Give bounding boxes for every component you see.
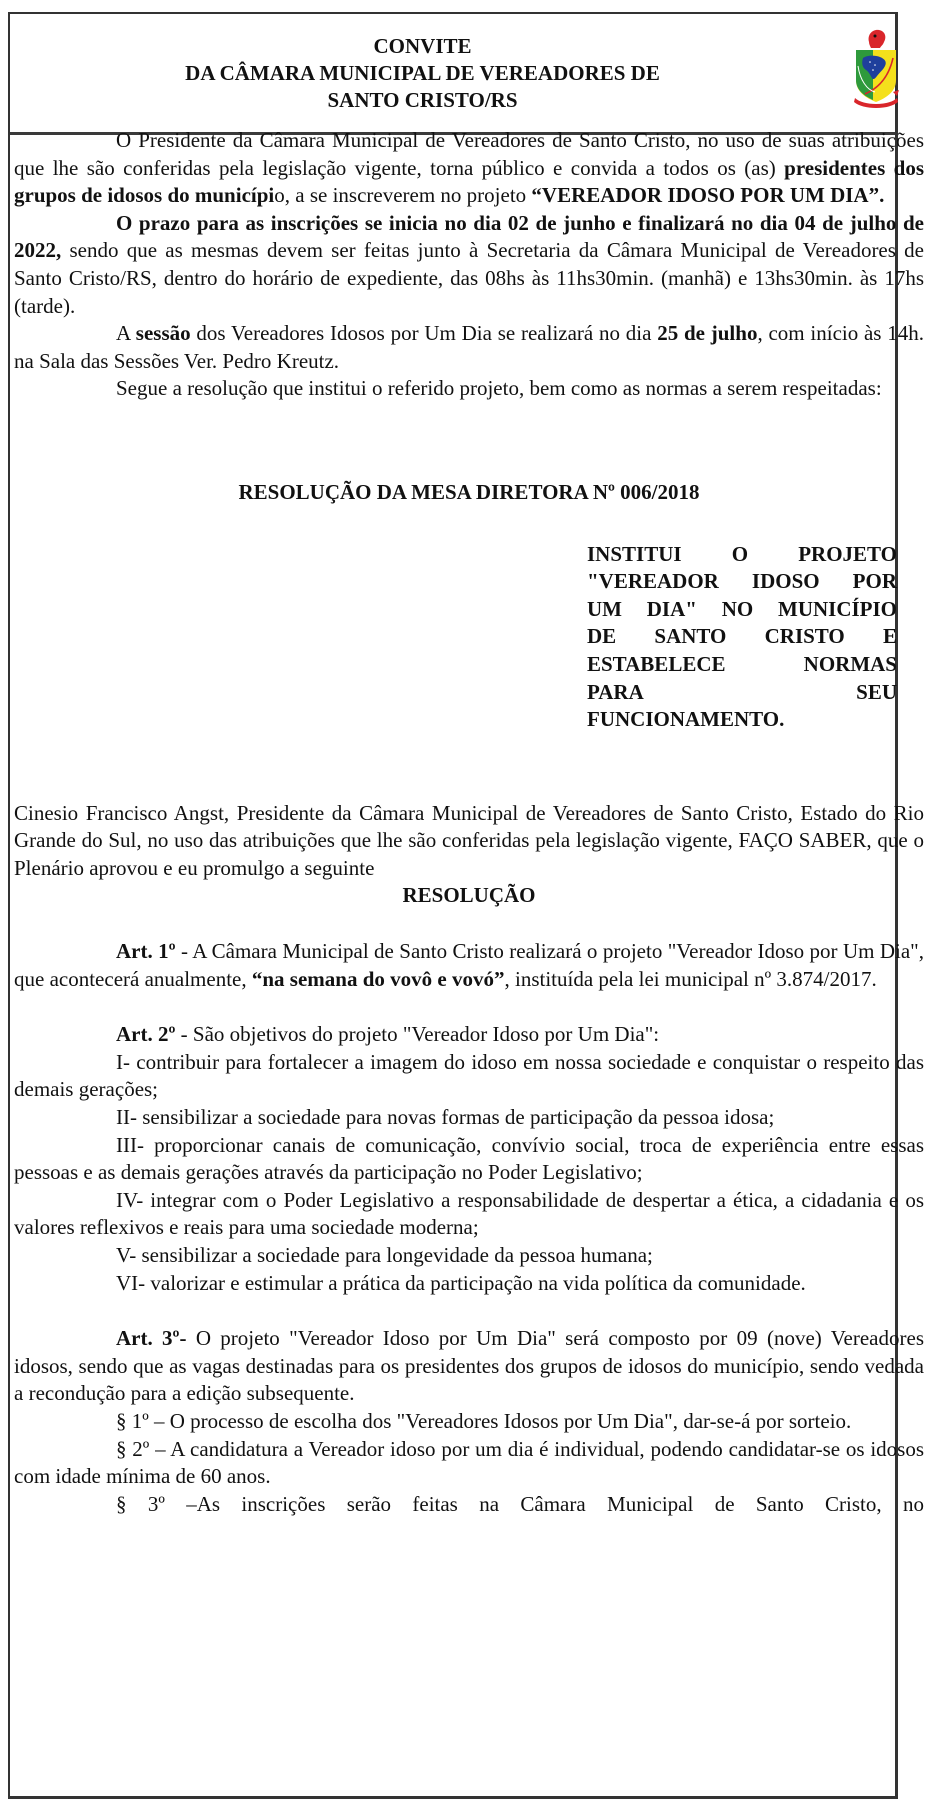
document-title [10,33,835,114]
text-run: o, a se inscreverem no projeto [274,183,532,208]
text-run: , com início às 14h. na Sala das Sessões Ver. Pedro Kreutz. [14,321,924,373]
bold-run: sessão [135,321,191,346]
invite-paragraph-1 [14,127,924,210]
spacer [14,403,924,479]
text-run: O projeto "Vereador Idoso por Um Dia" será composto por 09 (nove) Vereadores idosos, sendo que as vagas destinadas para os presidentes dos grupos de idosos do município, sendo vedada a recondução para a edição subsequente. [14,1326,924,1406]
invite-paragraph-3 [14,320,924,375]
article-1 [14,938,924,993]
article-3 [14,1325,924,1408]
resolution-title: RESOLUÇÃO DA MESA DIRETORA Nº 006/2018 [238,479,700,504]
text-run: , instituída pela lei municipal nº 3.874/2017. [504,966,877,991]
spacer [14,734,924,800]
objective-item: VI- valorizar e estimular a prática da participação na vida política da comunidade. [116,1270,806,1295]
bold-run: presidentes dos grupos de idosos do municípi [14,155,924,208]
objective-item: I- contribuir para fortalecer a imagem do idoso em nossa sociedade e conquistar o respeito das demais gerações; [14,1049,924,1102]
objective-item: V- sensibilizar a sociedade para longevidade da pessoa humana; [116,1243,653,1267]
document-header [10,14,895,135]
title-line: SANTO CRISTO/RS [327,88,518,112]
ementa-line: PARA SEU [587,679,897,704]
objective-item: IV- integrar com o Poder Legislativo a responsabilidade de despertar a ética, a cidadania e os valores reflexivos e reais para uma sociedade moderna; [14,1187,924,1240]
title-line: DA CÂMARA MUNICIPAL DE VEREADORES DE [185,61,660,85]
article-label: Art. 2º [116,1022,176,1047]
project-name: “VEREADOR IDOSO POR UM DIA”. [531,183,885,208]
article-label: Art. 3º- [116,1326,187,1351]
spacer [14,993,924,1021]
text-run: A [116,321,136,346]
ementa-line: INSTITUI O PROJETO [587,541,897,566]
bold-run: “na semana do vovô e vovó” [251,966,505,991]
article-paragraph: § 1º – O processo de escolha dos "Vereadores Idosos por Um Dia", dar-se-á por sorteio. [116,1408,852,1433]
spacer [14,1297,924,1325]
ementa-line: ESTABELECE NORMAS [587,651,897,676]
text-run: O Presidente da Câmara Municipal de Vereadores de Santo Cristo, no uso de suas atribuições que lhe são conferidas pela legislação vigente, torna público e convida a todos os (as) [14,128,924,180]
document-body [14,121,924,1518]
article-paragraph: § 3º –As inscrições serão feitas na Câmara Municipal de Santo Cristo, no [116,1491,924,1516]
objective-item: III- proporcionar canais de comunicação, convívio social, troca de experiência entre essas pessoas e as demais gerações através da participação no Poder Legislativo; [14,1132,924,1185]
ementa-line: FUNCIONAMENTO. [587,707,785,732]
ementa-line: UM DIA" NO MUNICÍPIO [587,596,897,621]
objective-item: II- sensibilizar a sociedade para novas formas de participação da pessoa idosa; [116,1105,775,1130]
resolution-preamble: Cinesio Francisco Angst, Presidente da Câmara Municipal de Vereadores de Santo Cristo, Estado do Rio Grande do Sul, no uso das atribuições que lhe são conferidas pela legislação vigente, FAÇO SABER, que o Plenário aprovou e eu promulgo a seguinte [14,800,924,880]
article-2 [14,1021,924,1049]
session-date: 25 de julho [657,321,758,346]
article-label: Art. 1º [116,939,176,964]
deadline-text: O prazo para as inscrições se inicia no dia 02 de junho e finalizará no dia 04 de julho de 2022, [14,210,924,263]
coat-of-arms-icon [853,28,899,110]
text-run: - A Câmara Municipal de Santo Cristo realizará o projeto "Vereador Idoso por Um Dia", que acontecerá anualmente, [14,939,924,991]
ementa-line: DE SANTO CRISTO E [587,624,897,649]
resolution-ementa [587,541,897,734]
text-run: dos Vereadores Idosos por Um Dia se realizará no dia [190,321,658,346]
text-run: - São objetivos do projeto "Vereador Idoso por Um Dia": [175,1022,660,1047]
invite-paragraph-4: Segue a resolução que institui o referido projeto, bem como as normas a serem respeitadas: [116,376,882,401]
article-paragraph: § 2º – A candidatura a Vereador idoso por um dia é individual, podendo candidatar-se os idosos com idade mínima de 60 anos. [14,1436,924,1489]
title-line: CONVITE [373,34,472,58]
spacer [14,910,924,938]
ementa-line: "VEREADOR IDOSO POR [587,569,897,594]
spacer [14,507,924,541]
text-run: sendo que as mesmas devem ser feitas junto à Secretaria da Câmara Municipal de Vereadores de Santo Cristo/RS, dentro do horário de expediente, das 08hs às 11hs30min. (manhã) e 13hs30min. às 17hs (tarde). [14,238,924,318]
invite-paragraph-2 [14,210,924,320]
resolution-heading: RESOLUÇÃO [402,883,536,908]
